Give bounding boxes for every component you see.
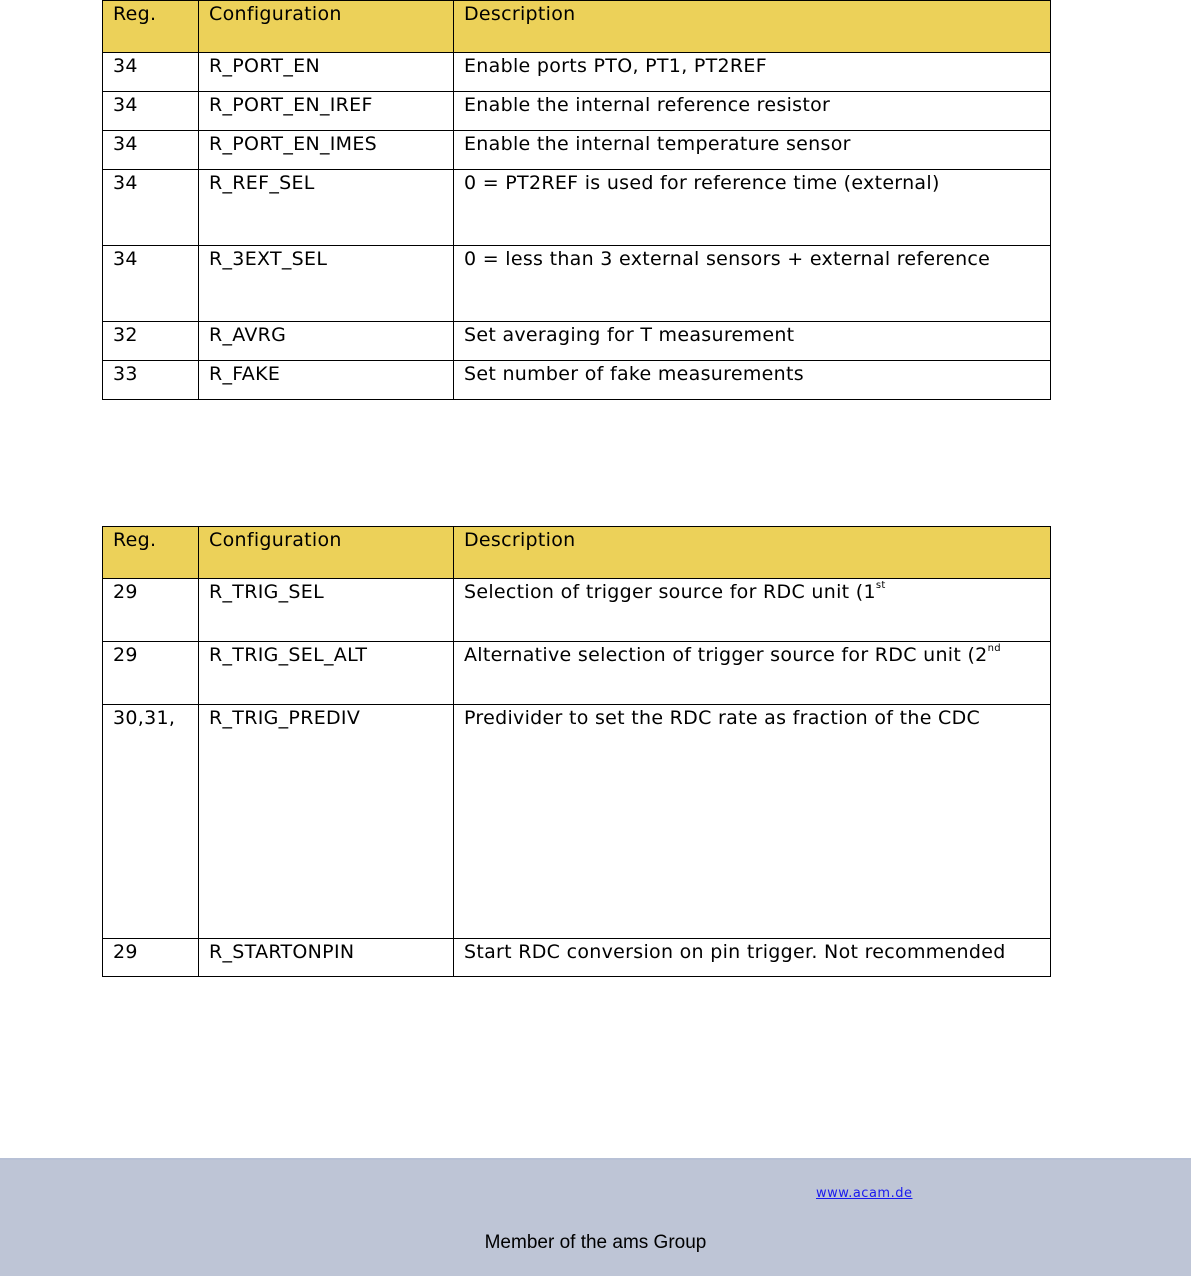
cell-reg: 30,31,	[103, 705, 199, 939]
table-header-row	[103, 1, 1051, 53]
desc-text: Selection of trigger source for RDC unit (1	[464, 581, 876, 603]
cell-desc: 0 = less than 3 external sensors + external reference	[454, 246, 1051, 322]
cell-reg: 34	[103, 246, 199, 322]
cell-desc: 0 = PT2REF is used for reference time (external)	[454, 170, 1051, 246]
cell-reg: 34	[103, 170, 199, 246]
page-footer	[0, 1158, 1191, 1276]
cell-reg: 34	[103, 131, 199, 170]
cell-config: R_PORT_EN_IREF	[199, 92, 454, 131]
desc-text: Alternative selection of trigger source for RDC unit (2	[464, 644, 988, 666]
table-row	[103, 579, 1051, 642]
cell-reg: 29	[103, 939, 199, 977]
cell-config: R_PORT_EN_IMES	[199, 131, 454, 170]
cell-reg: 34	[103, 53, 199, 92]
website-link[interactable]: www.acam.de	[816, 1186, 913, 1201]
cell-desc	[454, 579, 1051, 642]
ordinal-suffix: nd	[987, 643, 1001, 654]
cell-desc: Enable ports PTO, PT1, PT2REF	[454, 53, 1051, 92]
cell-config: R_AVRG	[199, 322, 454, 361]
ordinal-suffix: st	[875, 580, 886, 591]
cell-desc: Predivider to set the RDC rate as fraction of the CDC	[454, 705, 1051, 939]
cell-config: R_TRIG_SEL	[199, 579, 454, 642]
cell-config: R_FAKE	[199, 361, 454, 400]
header-reg: Reg.	[103, 1, 199, 53]
cell-reg: 29	[103, 642, 199, 705]
cell-desc: Enable the internal reference resistor	[454, 92, 1051, 131]
table-row	[103, 939, 1051, 977]
header-reg: Reg.	[103, 527, 199, 579]
cell-config: R_TRIG_SEL_ALT	[199, 642, 454, 705]
cell-reg: 33	[103, 361, 199, 400]
cell-desc: Set averaging for T measurement	[454, 322, 1051, 361]
cell-desc: Start RDC conversion on pin trigger. Not recommended	[454, 939, 1051, 977]
cell-desc	[454, 642, 1051, 705]
cell-reg: 29	[103, 579, 199, 642]
cell-config: R_PORT_EN	[199, 53, 454, 92]
table-row	[103, 92, 1051, 131]
table-row	[103, 131, 1051, 170]
cell-reg: 34	[103, 92, 199, 131]
table-row	[103, 246, 1051, 322]
table-row	[103, 705, 1051, 939]
header-description: Description	[454, 527, 1051, 579]
cell-config: R_TRIG_PREDIV	[199, 705, 454, 939]
member-text: Member of the ams Group	[484, 1232, 707, 1253]
cell-desc: Enable the internal temperature sensor	[454, 131, 1051, 170]
table-row	[103, 322, 1051, 361]
register-table-2	[102, 526, 1051, 977]
cell-reg: 32	[103, 322, 199, 361]
register-table-1	[102, 0, 1051, 400]
header-description: Description	[454, 1, 1051, 53]
cell-config: R_3EXT_SEL	[199, 246, 454, 322]
table-row	[103, 53, 1051, 92]
cell-desc: Set number of fake measurements	[454, 361, 1051, 400]
cell-config: R_STARTONPIN	[199, 939, 454, 977]
table-row	[103, 642, 1051, 705]
header-configuration: Configuration	[199, 1, 454, 53]
table-row	[103, 361, 1051, 400]
table-row	[103, 170, 1051, 246]
cell-config: R_REF_SEL	[199, 170, 454, 246]
header-configuration: Configuration	[199, 527, 454, 579]
table-header-row	[103, 527, 1051, 579]
